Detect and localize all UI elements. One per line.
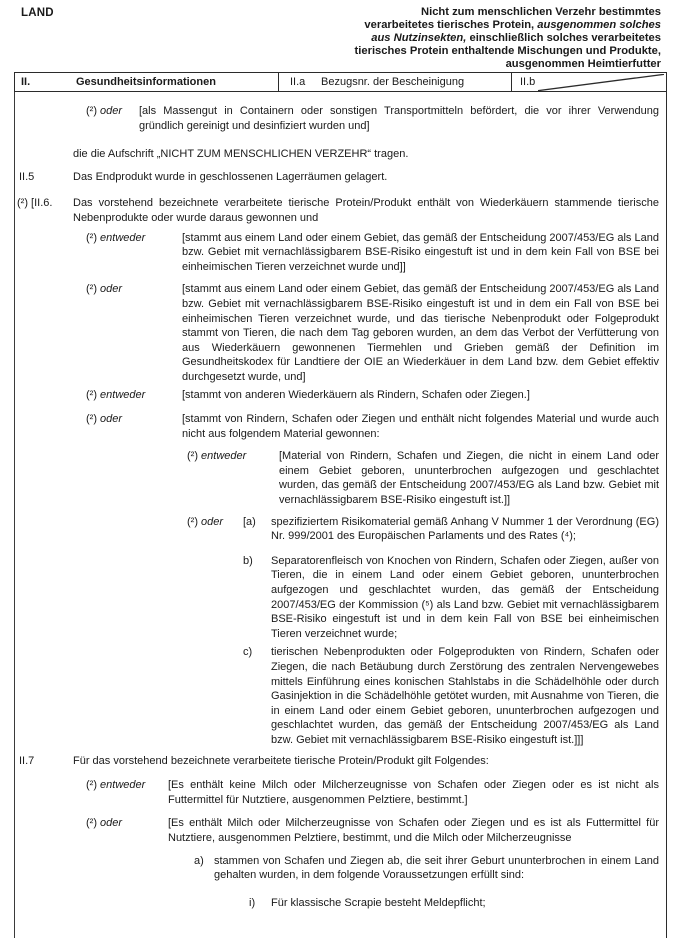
row-label: (²) entweder: [86, 779, 146, 792]
title-line: ausgenommen Heimtierfutter: [505, 58, 661, 70]
body-row: [17, 282, 659, 384]
row-text: [stammt von anderen Wiederkäuern als Rindern, Schafen oder Ziegen.]: [182, 388, 530, 401]
row-text: Das Endprodukt wurde in geschlossenen Lagerräumen gelagert.: [73, 170, 388, 183]
row-text: Separatorenfleisch von Knochen von Rindern, Schafen oder Ziegen, außer von Tieren, die in einem Land oder einem Gebiet geboren, ununterbrochen aufgezogen und geschlachtet wurden, das gemäß der Entscheidung 2007/453/EG der Kommission (⁵) als Land bzw. Gebiet mit vernachlässigbarem BSE-Risiko eingestuft ist und in dem kein Fall von BSE bei einheimischen Tieren verzeichnet wurde;: [271, 554, 659, 640]
row-text: [Es enthält Milch oder Milcherzeugnisse von Schafen oder Ziegen und es ist als Futtermittel für Nutztiere, ausgenommen Pelztiere, bestimmt, und die Milch oder Milcherzeugnisse: [168, 817, 659, 844]
row-label: (²) oder: [86, 283, 123, 296]
body-row: [17, 554, 659, 642]
body-row: [17, 754, 659, 769]
body-row: [17, 231, 659, 275]
title-line: aus Nutzinsekten, einschließlich solches verarbeitetes: [371, 32, 661, 44]
row-label: (²) oder: [86, 413, 123, 426]
section-number: II.: [21, 76, 31, 88]
row-label: (²) oder: [187, 515, 224, 528]
row-label: II.7: [19, 754, 35, 767]
section-title: Gesundheitsinformationen: [76, 76, 216, 88]
body-row: [17, 147, 659, 162]
row-label: (²) oder: [86, 817, 123, 830]
header-cell-health-info: [15, 73, 278, 91]
header-cell-iib: [512, 73, 666, 91]
row-label: (²) entweder: [86, 231, 146, 244]
row-text: spezifiziertem Risikomaterial gemäß Anhang V Nummer 1 der Verordnung (EG) Nr. 999/2001 des Europäischen Parlaments und des Rates (⁴);: [271, 515, 659, 543]
land-label: LAND: [21, 7, 54, 19]
row-text: die die Aufschrift „NICHT ZUM MENSCHLICHEN VERZEHR“ tragen.: [73, 148, 409, 161]
row-label: II.5: [19, 170, 35, 183]
row-label: (²) oder: [86, 105, 123, 117]
row-text: [stammt aus einem Land oder einem Gebiet, das gemäß der Entscheidung 2007/453/EG als Land bzw. Gebiet mit vernachlässigbarem BSE-Risiko eingestuft ist und in dem ein Fall von BSE bei einheimischen Tieren verzeichnet wurde, und das tierische Nebenprodukt oder Folgeprodukt stammt von Tieren, die nach dem Tag geboren wurden, an dem das Verbot der Verfütterung von aus Wiederkäuern gewonnenen Tiermehlen und Grieben gemäß der Definition im Gesundheitskodex für Landtiere der OIE an Wiederkäuer in dem Land bzw. dem Gebiet effektiv durchgesetzt wurde, und]: [182, 283, 659, 383]
title-line: tierisches Protein enthaltende Mischungen und Produkte,: [354, 45, 661, 57]
title-line: verarbeitetes tierisches Protein, ausgenommen solches: [364, 19, 661, 31]
row-label: a): [194, 854, 204, 867]
body-row: [17, 388, 659, 403]
row-text: [Es enthält keine Milch oder Milcherzeugnisse von Schafen oder Ziegen oder es ist nicht als Futtermittel für Nutztiere, ausgenommen Pelztiere, bestimmt.]: [168, 779, 659, 806]
row-label: (²) entweder: [187, 450, 247, 463]
certificate-body: [14, 92, 667, 938]
body-row: [17, 515, 659, 544]
row-label: (²) [II.6.: [17, 197, 53, 210]
diagonal-strike-icon: [538, 74, 664, 91]
row-text: Das vorstehend bezeichnete verarbeitete tierische Protein/Produkt enthält von Wiederkäuern stammende tierische Nebenprodukte oder wurde daraus gewonnen und: [73, 197, 659, 224]
row-text: tierischen Nebenprodukten oder Folgeprodukten von Rindern, Schafen oder Ziegen, die nach Betäubung durch Zerstörung des zentralen Nervengewebes mittels Einführung eines konischen Stahlstabs in die Schädelhöhle oder durch Gasinjektion in die Schädelhöhle getötet wurden, mit Ausnahme von Tieren, die in einem Land oder einem Gebiet geboren, ununterbrochen aufgezogen und geschlachtet wurden, das gemäß der Entscheidung 2007/453/EG als Land bzw. Gebiet mit vernachlässigbarem BSE-Risiko eingestuft ist.]]]: [271, 646, 659, 746]
reference-number-label: Bezugsnr. der Bescheinigung: [321, 76, 465, 88]
row-text: [als Massengut in Containern oder sonstigen Transportmitteln befördert, die vor ihrer Verwendung gründlich gereinigt und desinfiziert wurden und]: [139, 105, 659, 132]
body-row: [17, 170, 659, 185]
row-text: [Material von Rindern, Schafen und Ziegen, die nicht in einem Land oder einem Gebiet geboren, ununterbrochen aufgezogen und geschlachtet wurden, das gemäß der Entscheidung 2007/453/EG als Land bzw. Gebiet mit vernachlässigbarem BSE-Risiko eingestuft ist.]]: [279, 450, 659, 507]
certificate-title: [231, 6, 661, 71]
body-row: [17, 645, 659, 747]
body-row: [17, 896, 659, 911]
body-row: [17, 104, 659, 133]
header-cell-reference-number: [278, 73, 512, 91]
row-text: Für klassische Scrapie besteht Meldepflicht;: [271, 896, 486, 909]
table-header-row: [14, 72, 667, 92]
certificate-table: [14, 72, 667, 938]
row-label: c): [243, 646, 253, 659]
body-row: [17, 449, 659, 507]
row-text: [stammt aus einem Land oder einem Gebiet, das gemäß der Entscheidung 2007/453/EG als Land bzw. Gebiet mit vernachlässigbarem BSE-Risiko eingestuft ist und in dem kein Fall von BSE bei einheimischen Tieren verzeichnet wurde und]]: [182, 231, 659, 273]
row-label: b): [243, 554, 253, 567]
row-text: Für das vorstehend bezeichnete verarbeitete tierische Protein/Produkt gilt Folgendes:: [73, 754, 489, 767]
field-iia-number: II.a: [290, 76, 306, 88]
row-text: stammen von Schafen und Ziegen ab, die seit ihrer Geburt ununterbrochen in einem Land gehalten wurden, in dem folgende Voraussetzungen erfüllt sind:: [214, 854, 659, 882]
body-row: [17, 778, 659, 807]
row-label: [a): [243, 515, 256, 528]
body-row: [17, 412, 659, 441]
title-line: Nicht zum menschlichen Verzehr bestimmtes: [421, 6, 661, 18]
row-text: [stammt von Rindern, Schafen oder Ziegen und enthält nicht folgendes Material und wurde auch nicht aus folgendem Material gewonnen:: [182, 413, 659, 440]
body-row: [17, 196, 659, 225]
body-row: [17, 816, 659, 845]
body-row: [17, 854, 659, 883]
field-iib-number: II.b: [520, 76, 536, 88]
row-label: i): [249, 896, 256, 909]
row-label: (²) entweder: [86, 388, 146, 401]
